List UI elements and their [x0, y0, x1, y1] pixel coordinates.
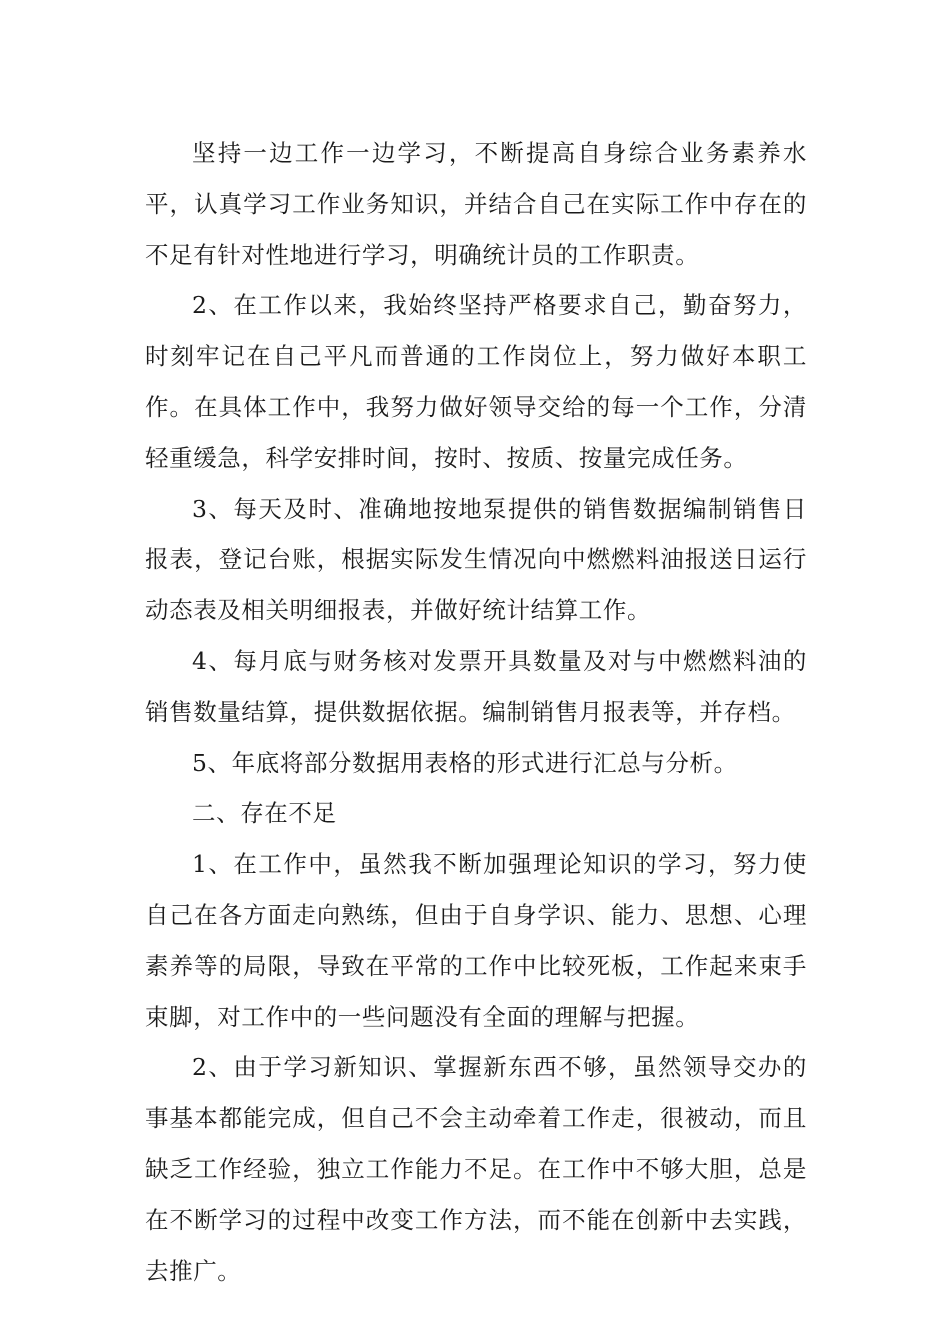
paragraph-item-5-year-summary: 5、年底将部分数据用表格的形式进行汇总与分析。: [192, 748, 738, 777]
paragraph-shortcoming-1: 1、在工作中，虽然我不断加强理论知识的学习，努力使自己在各方面走向熟练，但由于自身学识、能力、思想、心理素养等的局限，导致在平常的工作中比较死板，工作起来束手束脚，对工作中的一些问题没有全面的理解与把握。: [145, 850, 807, 1031]
paragraph-study: 坚持一边工作一边学习，不断提高自身综合业务素养水平，认真学习工作业务知识，并结合自己在实际工作中存在的不足有针对性地进行学习，明确统计员的工作职责。: [145, 139, 807, 269]
paragraph-shortcoming-2: 2、由于学习新知识、掌握新东西不够，虽然领导交办的事基本都能完成，但自己不会主动牵着工作走，很被动，而且缺乏工作经验，独立工作能力不足。在工作中不够大胆，总是在不断学习的过程中改变工作方法，而不能在创新中去实践，去推广。: [145, 1053, 807, 1285]
paragraph-item-4-monthly-report: 4、每月底与财务核对发票开具数量及对与中燃燃料油的销售数量结算，提供数据依据。编制销售月报表等，并存档。: [145, 646, 807, 726]
paragraph-item-2-work-attitude: 2、在工作以来，我始终坚持严格要求自己，勤奋努力，时刻牢记在自己平凡而普通的工作岗位上，努力做好本职工作。在具体工作中，我努力做好领导交给的每一个工作，分清轻重缓急，科学安排时间，按时、按质、按量完成任务。: [145, 291, 807, 472]
document-body: [145, 128, 807, 1296]
section-heading-shortcomings: 二、存在不足: [192, 799, 337, 828]
paragraph-item-3-daily-report: 3、每天及时、准确地按地泵提供的销售数据编制销售日报表，登记台账，根据实际发生情况向中燃燃料油报送日运行动态表及相关明细报表，并做好统计结算工作。: [145, 494, 807, 625]
